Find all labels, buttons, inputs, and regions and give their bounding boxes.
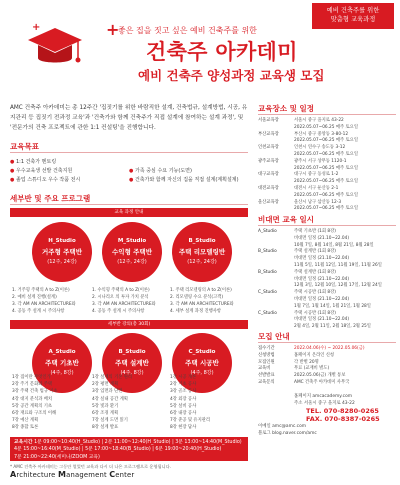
- weekly-bar: 세부반 강의(총 30회): [10, 320, 248, 329]
- online-schedule-list: [258, 229, 396, 331]
- recruit-divider: [258, 342, 396, 343]
- fax-number: FAX. 070-8387-0265: [306, 415, 380, 423]
- online-row: C_Studio 주택 시공반 (1회 8강) 비대면 일정 (21.10~22.04) 2월 4일, 2월 11일, 2월 18일, 2월 25일: [258, 310, 371, 330]
- online-row: B_Studio 주택 설계반 (1회 8강) 비대면 일정 (21.10~22.04) 12월 3일, 12월 10일, 12월 17일, 12월 24일: [258, 269, 382, 289]
- online-row: A_Studio 주택 기초반 (1회 8강) 비대면 일정 (21.10~22.04) 10월 7일, 8월 14일, 8월 21일, 8월 28일: [258, 229, 374, 248]
- studio-circle-b: B_Studio 주택 리모델링반 (12주, 24강): [172, 222, 232, 282]
- graduation-cap-icon: [26, 22, 84, 74]
- weekly-circle-a: A_Studio 주택 기초반 (4주, 8강): [32, 333, 92, 393]
- goal-item: ● 건축가와 함께 자신의 집을 직접 설계(계획설계): [129, 177, 239, 183]
- hero-subtitle-top: 좋은 집을 짓고 싶은 예비 건축주를 위한: [118, 26, 257, 35]
- page-title: 건축주 아카데미: [146, 40, 298, 64]
- recruit-row: 신청방법 홈페이지 온라인 신청: [258, 352, 335, 358]
- location-row: 인천교육장 인천시 연수구 송도동 3-12 2022.05.07~06.25 매주 토요일: [258, 145, 358, 157]
- program-divider: [10, 204, 248, 205]
- program-heading: 세부반 및 주요 프로그램: [10, 194, 91, 203]
- goal-item: ● 가족 중심 수요 기능(도면): [129, 168, 192, 174]
- location-row: 광주교육장 광주시 서구 상무동 1120-1 2022.05.07~06.25 매주 토요일: [258, 158, 358, 171]
- footnote: * AMC 건축주 아카데미는 그동안 열었던 교육과 다시 더 나은 프로그램으로 운영됩니다.: [10, 464, 171, 469]
- hero: [0, 0, 400, 95]
- studio-circle-m: M_Studio 수익형 주택반 (12주, 24강): [102, 222, 162, 282]
- weekly-circle-b: B_Studio 주택 설계반 (4주, 8강): [102, 333, 162, 393]
- fee-heading: 비대면 교육 일시: [258, 215, 314, 224]
- studio-circle-h: H_Studio 거주형 주택반 (12주, 24강): [32, 222, 92, 282]
- location-row: 부산교육장 부산시 중구 중앙동 3-80-12 2022.05.07~06.25 매주 토요일: [258, 131, 358, 144]
- locations-heading: 교육장소 및 일정: [258, 104, 314, 113]
- page-subtitle: 예비 건축주 양성과정 교육생 모집: [138, 68, 325, 83]
- online-row: B_Studio 주택 설계반 (1회 8강) 비대면 일정 (21.10~22.04) 11월 5일, 11월 12일, 11월 19일, 11월 26일: [258, 249, 382, 268]
- plus-icon: +: [106, 20, 120, 39]
- recruit-row: 교육문의 AMC 건축주 아카데미 사무국: [258, 379, 350, 385]
- email-link[interactable]: 이메일 amc@amc.com: [258, 424, 307, 429]
- studio-detail-b: 1. 주택 리모델링의 A to Z(이론) 2. 리모델링 수요 분석(고객) 3. 각 AM AN ARCHITECTURE와 4. 세부 설계 과정 진행사항: [170, 288, 234, 314]
- schedule-label: 교육시간: [14, 440, 33, 445]
- recruit-row: 접수기간 2022.04.06(수) ~ 2022.05.06(금): [258, 346, 365, 351]
- goals-divider: [10, 152, 248, 153]
- amc-logo: Architecture Management Center: [10, 470, 135, 479]
- goals-list: [10, 158, 248, 185]
- recruit-list: [258, 346, 396, 387]
- blog-link[interactable]: 블로그 blog.naver.com/amc: [258, 431, 317, 436]
- locations-divider: [258, 114, 396, 115]
- locations-list: [258, 118, 396, 213]
- online-row: C_Studio 주택 시공반 (1회 8강) 비대면 일정 (21.10~22.04) 1월 7일, 1월 14일, 1월 21일, 1월 28일: [258, 290, 371, 309]
- address-text: 주소 서울시 중구 을지로 43-22: [294, 401, 355, 406]
- fee-divider: [258, 225, 396, 226]
- svg-text:+: +: [32, 22, 41, 33]
- goal-item: ● 1:1 건축가 멘토링: [10, 159, 57, 165]
- tel-number[interactable]: TEL. 070-8280-0265: [306, 407, 379, 415]
- recruit-row: 모집인원 각 반별 20명: [258, 359, 319, 365]
- corner-tag-line1: 예비 건축주를 위한: [326, 7, 380, 14]
- location-row: 대구교육장 대구시 중구 동성로 1-2 2022.05.07~06.25 매주 토요일: [258, 172, 358, 185]
- homepage-link[interactable]: 홈페이지 amcacademy.com: [294, 394, 353, 399]
- location-row: 서울교육장 서울시 중구 을지로 43-22 2022.05.07~06.25 매주 토요일: [258, 118, 358, 130]
- recruit-row: 교육비 무료 (교재비 별도): [258, 366, 330, 372]
- schedule-line3: 7분 21:00~22:40(세미나/ZOOM 교육): [14, 454, 100, 460]
- weekly-detail-b: 1강 설계의 기본 원리 2강 평면 계획 3강 입면과 단면 4강 실내 공간 계획 5강 빛과 환기 6강 조경 계획 7강 설계 도면 읽기 8강 설계 발표: [92, 375, 133, 431]
- recruit-heading: 모집 안내: [258, 332, 290, 341]
- program-bar: 교육 과정 안내: [10, 208, 248, 217]
- weekly-detail-c: 1강 시공 개론 2강 기초 공사 3강 골조 공사 4강 외장 공사 5강 설비 공사 6강 내장 공사 7강 준공 및 유지관리 8강 현장 답사: [170, 375, 211, 431]
- weekly-circle-c: C_Studio 주택 시공반 (4주, 8강): [172, 333, 232, 393]
- schedule-line2: 4분 15:00~16:40(M_Studio) | 5분 17:00~18:40(B_Studio) | 6분 19:00~20:40(H_Studio): [14, 447, 222, 453]
- schedule-box: [10, 437, 248, 461]
- weekly-detail-a: 1강 집이란 무엇인가 2강 주거 문화와 주택 3강 주택 건축 법규 기초 4강 대지 분석과 배치 5강 공간 계획의 기초 6강 재료와 구조의 이해 7강 예산 계획 8강 종합 토론: [12, 375, 58, 431]
- corner-tag-line2: 맞춤형 교육과정: [330, 15, 376, 23]
- location-row: 대전교육장 대전시 서구 둔산동 2-1 2022.05.07~06.25 매주 토요일: [258, 185, 358, 198]
- recruit-row: 선발발표 2022.05.06(금) 개별 통보: [258, 373, 346, 379]
- contact-block: [258, 393, 396, 437]
- schedule-line1: 1분 09:00~10:40(H_Studio) | 2분 11:00~12:40(H_Studio) | 3분 13:00~14:40(M_Studio): [34, 440, 242, 445]
- goal-item: ● 졸업 스튜디오 우수 작품 전시: [10, 177, 81, 183]
- intro-text: AMC 건축주 아카데미는 총 12주간 '집짓기를 위한 바람직한 설계, 건축법규, 설계방법, 시공, 유지관리 등 집짓기 전과정 교육'과 '건축가와 함께 건축주가 직접 설계에 참여하는 설계 과정', 및 '전문가의 건축 프로젝트에 관한 1:1 컨설팅'을 진행합니다.: [10, 105, 248, 131]
- goals-heading: 교육목표: [10, 142, 39, 151]
- goal-item: ● 우수교육생 선발 건축지원: [10, 168, 73, 174]
- studio-detail-h: 1. 거주형 주택의 A to Z(이론) 2. 예비 설계 진행(설계) 3. 각 AM AN ARCHITECTURE와 4. 공동 주 설계 시 주의사항: [12, 288, 76, 314]
- location-row: 울산교육장 울산시 남구 삼산동 12-3 2022.05.07~06.25 매주 토요일: [258, 199, 358, 212]
- studio-detail-m: 1. 수익형 주택의 A to Z(이론) 2. 시나리오 의 투자 가치 분석 3. 각 AM AN ARCHITECTURE와 4. 공동 주 설계 시 주의사항: [92, 288, 156, 314]
